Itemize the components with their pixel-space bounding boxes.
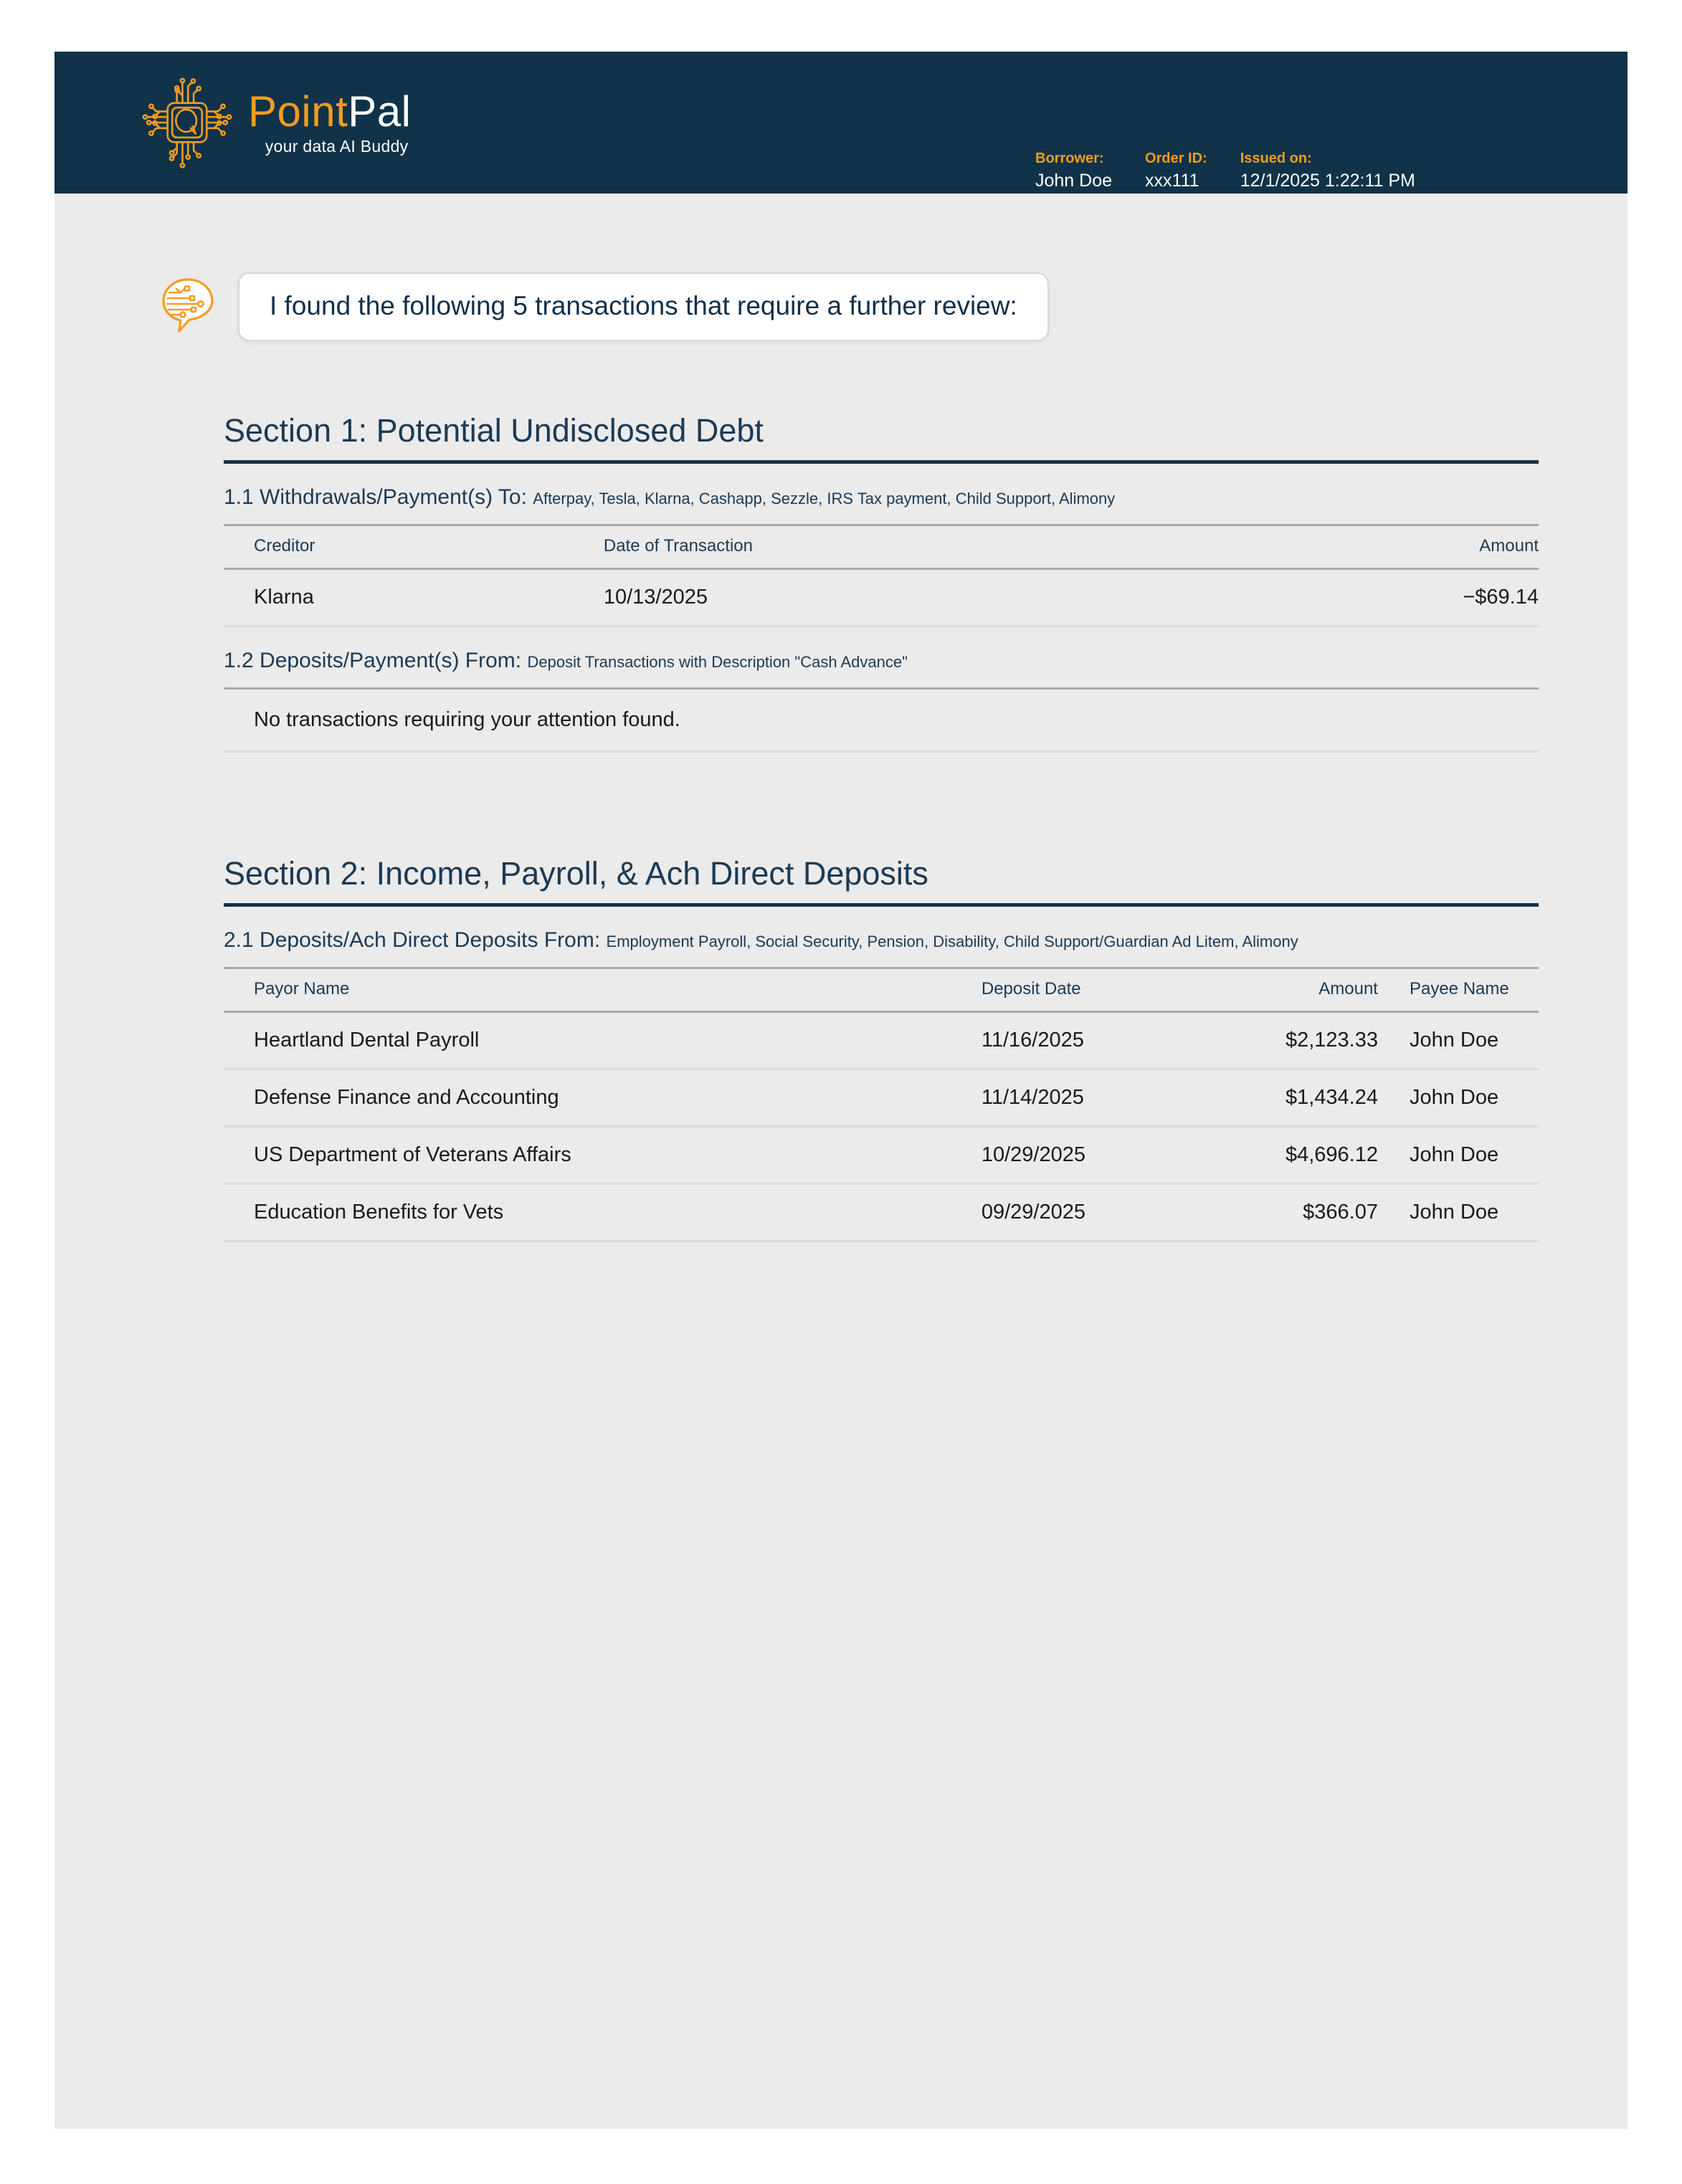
cell-amount: −$69.14: [1304, 569, 1539, 626]
column-header-creditor: Creditor: [224, 525, 604, 569]
subsection-1-2-detail: Deposit Transactions with Description "Cash Advance": [527, 653, 908, 671]
cell-amount: $366.07: [1199, 1184, 1377, 1241]
header-metadata: [1035, 149, 1415, 192]
order-id-field: [1145, 149, 1207, 192]
subsection-1-2-heading: [224, 646, 1539, 677]
cell-payor: Education Benefits for Vets: [224, 1184, 982, 1241]
cell-payee: John Doe: [1378, 1069, 1539, 1127]
cell-creditor: Klarna: [224, 569, 604, 626]
chip-circuit-speech-bubble-icon: [141, 76, 234, 169]
cell-amount: $4,696.12: [1199, 1127, 1377, 1184]
cell-deposit-date: 11/16/2025: [982, 1012, 1200, 1069]
issued-on-label: Issued on:: [1240, 151, 1312, 166]
ai-speech-bubble-circuit-icon: [161, 277, 215, 338]
brand-tagline: your data AI Buddy: [265, 136, 409, 156]
cell-amount: $2,123.33: [1199, 1012, 1377, 1069]
order-id-value: xxx111: [1145, 171, 1199, 191]
borrower-value: John Doe: [1035, 171, 1113, 191]
subsection-2-1: [224, 925, 1539, 1242]
column-header-date-of-transaction: Date of Transaction: [604, 525, 1304, 569]
cell-payor: Defense Finance and Accounting: [224, 1069, 982, 1127]
order-id-label: Order ID:: [1145, 151, 1207, 166]
issued-on-field: [1240, 149, 1415, 192]
subsection-2-1-heading: [224, 925, 1539, 957]
subsection-1-1-heading: [224, 482, 1539, 514]
page-header: [54, 52, 1628, 194]
column-header-amount: Amount: [1199, 968, 1377, 1012]
undisclosed-debt-table: [224, 524, 1539, 627]
table-row: [224, 569, 1539, 626]
table-row: [224, 1012, 1539, 1069]
cell-deposit-date: 09/29/2025: [982, 1184, 1200, 1241]
column-header-payor-name: Payor Name: [224, 968, 982, 1012]
assistant-message-bubble: I found the following 5 transactions that require a further review:: [238, 272, 1049, 341]
brand-name-pal: Pal: [348, 87, 412, 135]
cell-payor: Heartland Dental Payroll: [224, 1012, 982, 1069]
section-1: [224, 410, 1539, 753]
subsection-1-2-empty-message: No transactions requiring your attention found.: [224, 687, 1539, 753]
subsection-1-1-detail: Afterpay, Tesla, Klarna, Cashapp, Sezzle, IRS Tax payment, Child Support, Alimony: [533, 490, 1116, 507]
cell-payee: John Doe: [1378, 1127, 1539, 1184]
table-row: [224, 1184, 1539, 1241]
brand-wordmark: [248, 87, 412, 156]
cell-deposit-date: 11/14/2025: [982, 1069, 1200, 1127]
table-row: [224, 1127, 1539, 1184]
subsection-1-1-label: 1.1 Withdrawals/Payment(s) To:: [224, 485, 527, 509]
table-row: [224, 1069, 1539, 1127]
subsection-2-1-detail: Employment Payroll, Social Security, Pension, Disability, Child Support/Guardian Ad Litem, Alimony: [606, 933, 1298, 950]
subsection-1-2: [224, 646, 1539, 753]
section-2-title: Section 2: Income, Payroll, & Ach Direct Deposits: [224, 855, 928, 892]
column-header-amount: Amount: [1304, 525, 1539, 569]
cell-payee: John Doe: [1378, 1012, 1539, 1069]
issued-on-value: 12/1/2025 1:22:11 PM: [1240, 171, 1415, 191]
subsection-1-2-label: 1.2 Deposits/Payment(s) From:: [224, 649, 522, 672]
subsection-2-1-label: 2.1 Deposits/Ach Direct Deposits From:: [224, 928, 601, 952]
cell-payor: US Department of Veterans Affairs: [224, 1127, 982, 1184]
cell-date: 10/13/2025: [604, 569, 1304, 626]
subsection-1-1: [224, 482, 1539, 627]
cell-deposit-date: 10/29/2025: [982, 1127, 1200, 1184]
section-2-rule: [224, 903, 1539, 907]
section-1-rule: [224, 460, 1539, 464]
cell-amount: $1,434.24: [1199, 1069, 1377, 1127]
table-header-row: [224, 525, 1539, 569]
report-content: [54, 272, 1628, 1242]
borrower-label: Borrower:: [1035, 151, 1104, 166]
table-header-row: [224, 968, 1539, 1012]
borrower-field: [1035, 149, 1112, 192]
cell-payee: John Doe: [1378, 1184, 1539, 1241]
direct-deposits-table: [224, 967, 1539, 1242]
report-page: [54, 52, 1628, 2129]
brand-logo: [141, 76, 411, 169]
assistant-message-row: [161, 272, 1628, 341]
column-header-deposit-date: Deposit Date: [982, 968, 1200, 1012]
brand-name-point: Point: [248, 87, 348, 135]
section-1-title: Section 1: Potential Undisclosed Debt: [224, 412, 764, 449]
column-header-payee-name: Payee Name: [1378, 968, 1539, 1012]
section-2: [224, 853, 1539, 1242]
